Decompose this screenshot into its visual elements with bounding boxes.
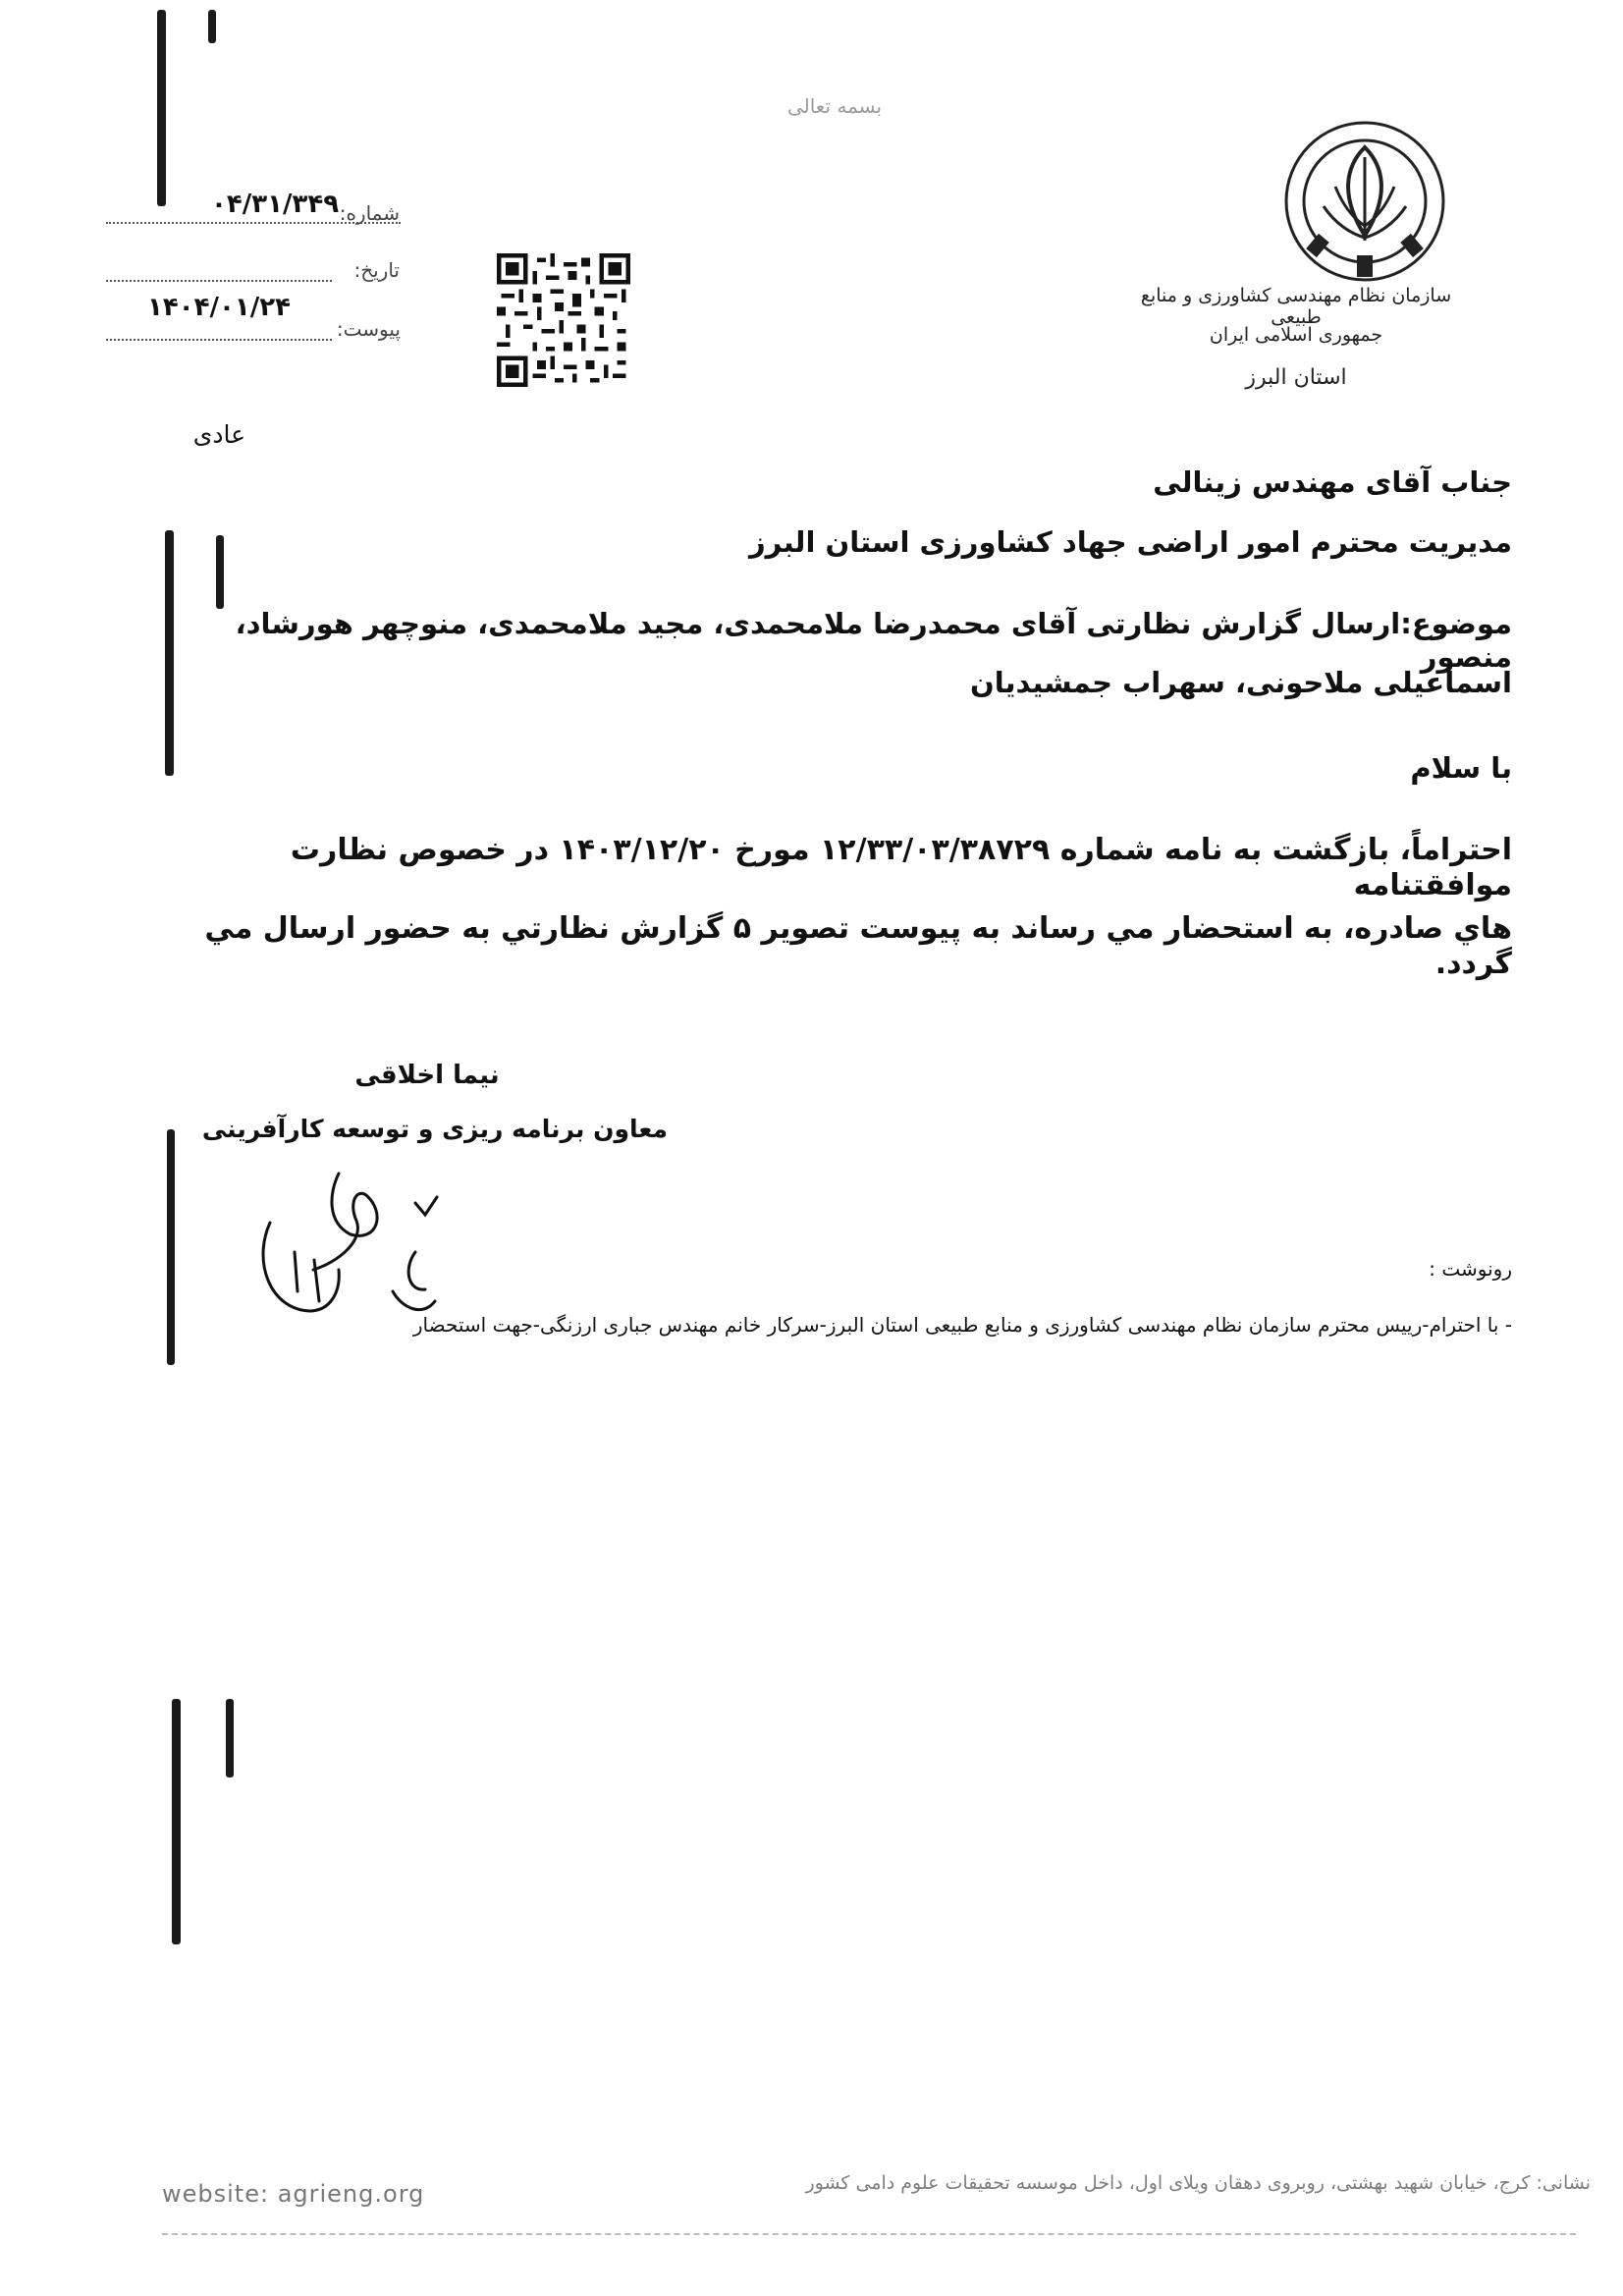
date-dotted-line xyxy=(106,280,332,282)
signer-name: نیما اخلاقی xyxy=(354,1061,500,1090)
attachment-dotted-line xyxy=(106,339,332,341)
body-line-2: هاي صادره، به استحضار مي رساند به پيوست تصوير ۵ گزارش نظارتي به حضور ارسال مي گردد. xyxy=(204,911,1512,981)
binding-mark xyxy=(167,1129,175,1365)
footer-address: نشانی: کرج، خیابان شهید بهشتی، روبروی دهقان ویلای اول، داخل موسسه تحقیقات علوم دامی کشور xyxy=(805,2172,1591,2194)
subject-line-2: اسماعیلی ملاحونی، سهراب جمشیدیان xyxy=(970,666,1512,699)
qr-code xyxy=(496,253,631,387)
country-name: جمهوری اسلامی ایران xyxy=(1209,324,1383,346)
letter-date: ۱۴۰۴/۰۱/۲۴ xyxy=(147,293,291,322)
handwritten-signature xyxy=(241,1144,447,1340)
cc-line: - با احترام-رییس محترم سازمان نظام مهندسی کشاورزی و منابع طبیعی استان البرز-سرکار خانم مهندس جباری ارزنگی-جهت استحضار xyxy=(412,1313,1512,1337)
binding-mark xyxy=(208,10,216,43)
org-name: سازمان نظام مهندسی کشاورزی و منابع طبیعی xyxy=(1140,285,1452,328)
date-label: تاریخ: xyxy=(353,258,400,282)
footer-divider xyxy=(162,2231,1576,2235)
number-label: شماره: xyxy=(339,201,400,225)
number-dotted-line xyxy=(106,222,401,224)
cc-label: رونوشت : xyxy=(1429,1257,1512,1281)
addressee-department: مدیریت محترم امور اراضی جهاد کشاورزی استان البرز xyxy=(748,525,1512,559)
letter-number: ۰۴/۳۱/۳۴۹ xyxy=(211,190,340,219)
greeting: با سلام xyxy=(1410,751,1512,785)
organization-logo xyxy=(1267,108,1463,295)
attachment-label: پیوست: xyxy=(336,317,401,341)
binding-mark xyxy=(216,535,224,609)
binding-mark xyxy=(226,1699,234,1777)
subject-line-1: موضوع:ارسال گزارش نظارتی آقای محمدرضا ملامحمدی، مجید ملامحمدی، منوچهر هورشاد، منصور xyxy=(235,607,1512,674)
body-line-1: احتراماً، بازگشت به نامه شماره ۱۲/۳۳/۰۳/۳۸۷۲۹ مورخ ۱۴۰۳/۱۲/۲۰ در خصوص نظارت موافقتنامه xyxy=(290,833,1512,902)
bismillah: بسمه تعالی xyxy=(786,94,883,118)
signer-title: معاون برنامه ریزی و توسعه کارآفرینی xyxy=(201,1115,668,1143)
addressee-name: جناب آقای مهندس زینالی xyxy=(1153,465,1512,499)
province-name: استان البرز xyxy=(1245,365,1347,390)
binding-mark xyxy=(157,10,166,206)
classification-label: عادی xyxy=(192,420,245,449)
binding-mark xyxy=(165,530,174,776)
binding-mark xyxy=(172,1699,181,1944)
footer-website: website: agrieng.org xyxy=(162,2180,425,2208)
